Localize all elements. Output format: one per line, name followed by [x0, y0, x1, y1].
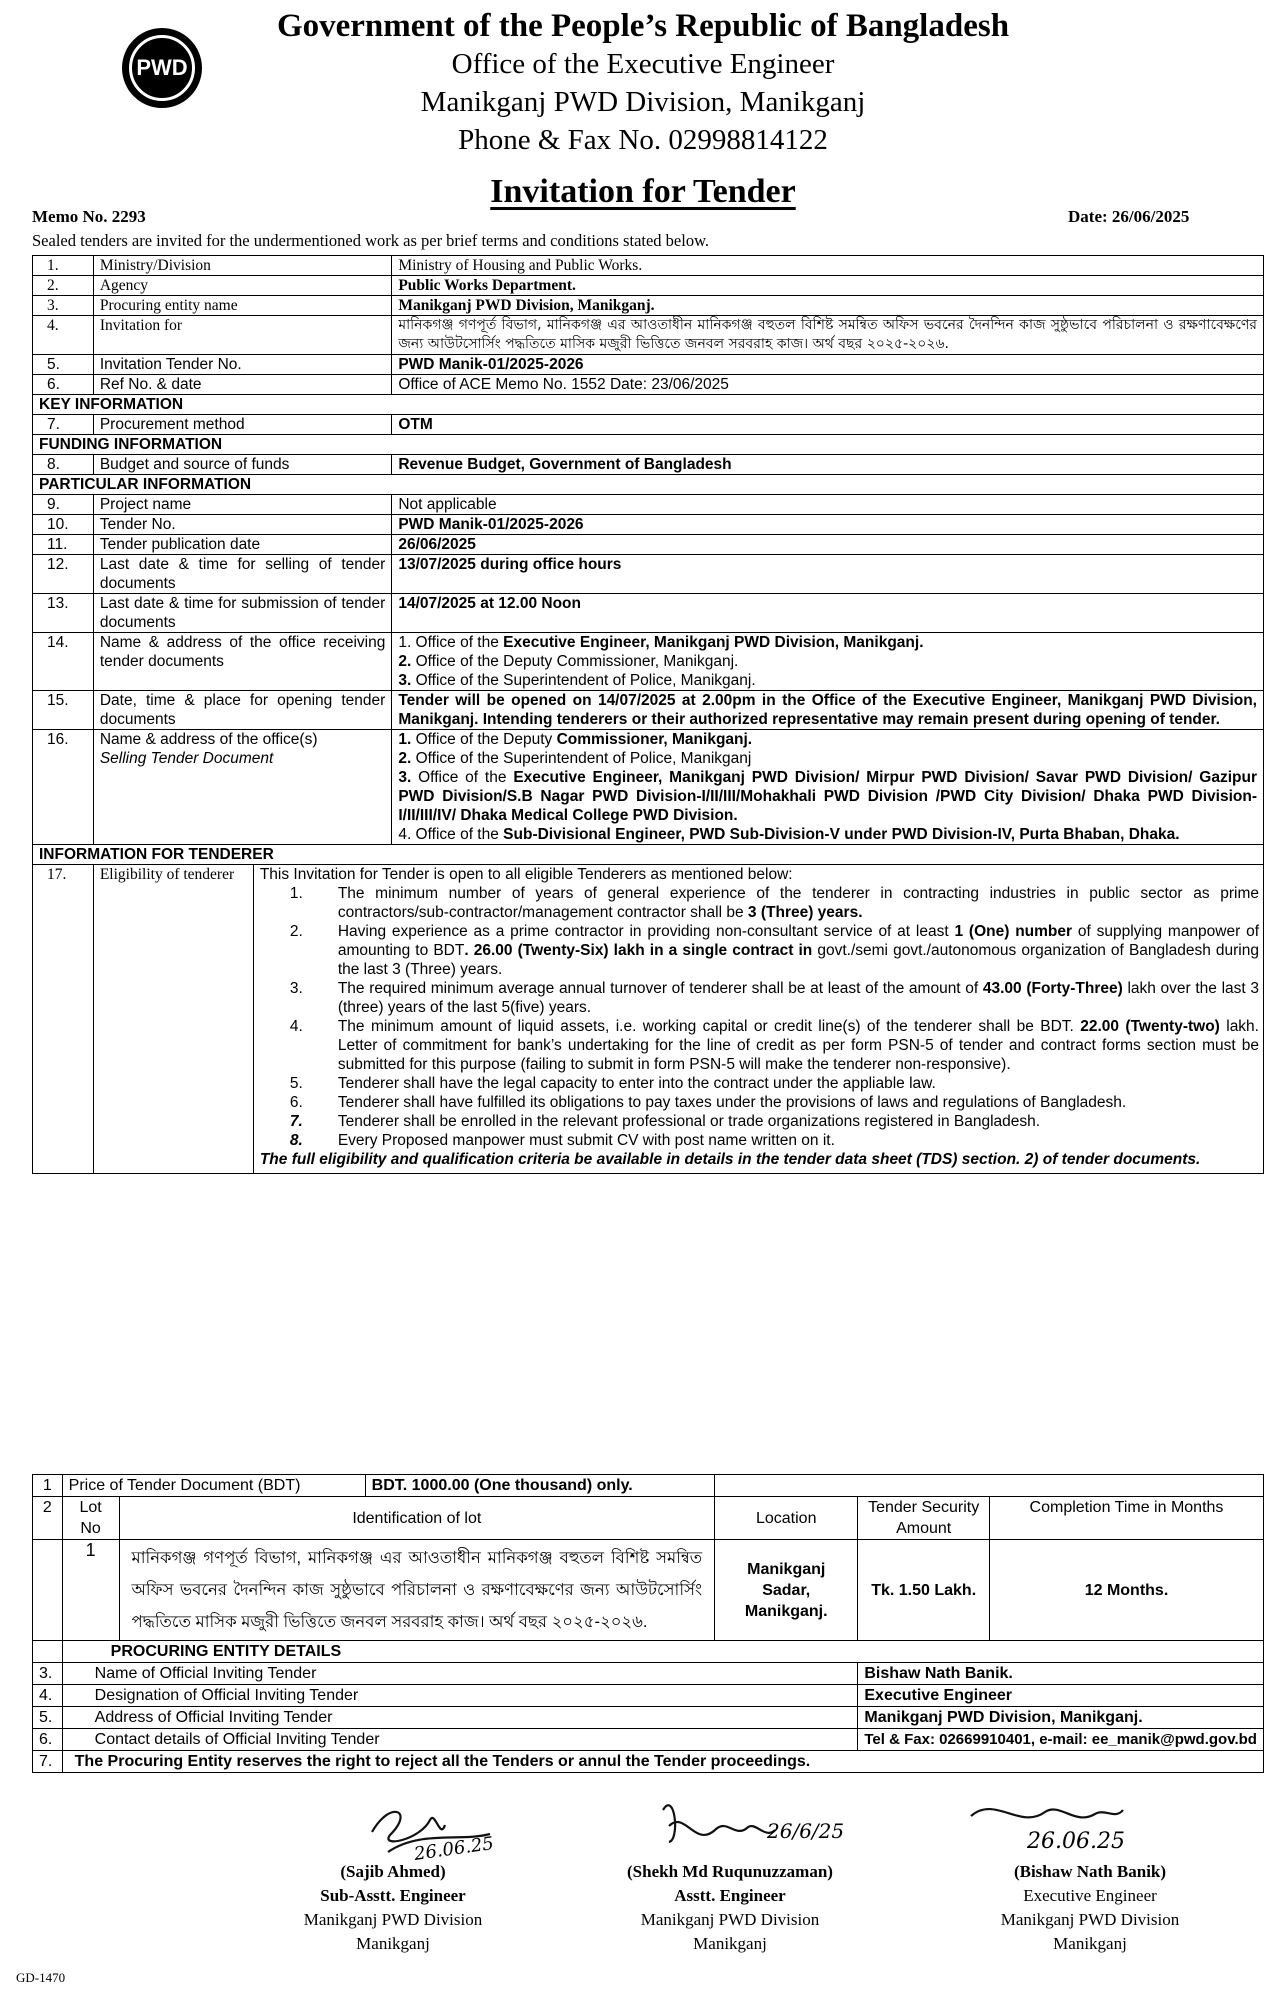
criteria-number: 4. — [289, 1018, 303, 1035]
lot-number: 1 — [62, 1540, 119, 1641]
signatory-name: (Sajib Ahmed) — [340, 1862, 446, 1881]
phone-fax: Phone & Fax No. 02998814122 — [458, 124, 828, 156]
logo-text: PWD — [136, 55, 188, 80]
row-label: Last date & time for submission of tender documents — [93, 594, 392, 633]
text: Sub-Divisional Engineer, PWD Sub-Division-V under PWD Division-IV, Purta Bhaban, Dhaka. — [503, 826, 1180, 843]
letterhead — [0, 0, 1286, 165]
row-number: 15. — [33, 691, 94, 730]
table-row — [33, 555, 1264, 594]
row-label — [93, 730, 392, 845]
table-row — [33, 594, 1264, 633]
table-row — [33, 1729, 1264, 1751]
signatory-place: Manikganj — [693, 1934, 767, 1953]
row-value — [392, 633, 1264, 691]
signature-date: 26.06.25 — [1027, 1829, 1125, 1854]
completion-time: 12 Months. — [989, 1540, 1263, 1641]
document-title: Invitation for Tender — [490, 173, 796, 210]
signatory-name: (Shekh Md Ruqunuzzaman) — [627, 1862, 833, 1881]
criteria-text: lakh. Letter of commitment for bank’s undertaking for the line of credit as per form PSN-5 of tender and contract forms section must be submitted for this purpose (failing to submit in form PSN-5 will make the tenderer non-responsive). — [337, 1018, 1259, 1073]
section-header — [33, 475, 1264, 495]
table-row — [33, 1540, 1264, 1641]
row-value: Manikganj PWD Division, Manikganj. — [858, 1707, 1264, 1729]
row-label: Agency — [93, 276, 392, 296]
criteria-text: The required minimum average annual turnover of tenderer shall be at least of the amount of — [337, 980, 983, 997]
row-number: 1. — [33, 256, 94, 276]
row-value: 14/07/2025 at 12.00 Noon — [392, 594, 1264, 633]
row-value: OTM — [392, 415, 1264, 435]
criteria-text: 1 (One) number — [954, 923, 1073, 940]
division-title: Manikganj PWD Division, Manikganj — [420, 86, 866, 118]
memo-number: Memo No. 2293 — [32, 207, 146, 226]
criteria-item — [260, 1093, 1259, 1112]
row-label: Eligibility of tenderer — [94, 865, 254, 1173]
procuring-entity-heading: PROCURING ENTITY DETAILS — [62, 1641, 1263, 1663]
row-value: Ministry of Housing and Public Works. — [392, 256, 1264, 276]
criteria-text: The minimum number of years of general experience of the tenderer in contracting industries in public sector as prime contractors/sub-contractor/management contractor shall be — [337, 885, 1259, 921]
table-row — [33, 455, 1264, 475]
criteria-item — [260, 1131, 1259, 1150]
row-label: Budget and source of funds — [93, 455, 392, 475]
pwd-logo — [122, 28, 202, 108]
signature-block — [930, 1860, 1250, 1956]
table-row — [33, 256, 1264, 276]
signatory-office: Manikganj PWD Division — [640, 1910, 820, 1929]
row-value: Office of ACE Memo No. 1552 Date: 23/06/2025 — [392, 375, 1264, 395]
criteria-number: 2. — [289, 923, 303, 940]
row-number: 13. — [33, 594, 94, 633]
row-number: 14. — [33, 633, 94, 691]
row-value: 13/07/2025 during office hours — [392, 555, 1264, 594]
office-line — [398, 671, 1257, 690]
text: 1. — [398, 731, 412, 748]
lot-identification: মানিকগঞ্জ গণপূর্ত বিভাগ, মানিকগঞ্জ এর আওতাধীন মানিকগঞ্জ বহুতল বিশিষ্ট সমন্বিত অফিস ভবনের দৈনন্দিন কাজ সুষ্ঠুভাবে পরিচালনা ও রক্ষণাবেক্ষণের জন্য আউটসোর্সিং পদ্ধতিতে মাসিক মজুরী ভিত্তিতে জনবল সরবরাহ কাজ। অর্থ বছর ২০২৫-২০২৬. — [119, 1540, 715, 1641]
section-header — [33, 435, 1264, 455]
criteria-text: 22.00 (Twenty-two) — [1080, 1018, 1220, 1035]
signatory-place: Manikganj — [1053, 1934, 1127, 1953]
signatory-designation: Asstt. Engineer — [674, 1886, 786, 1905]
text: Executive Engineer, Manikganj PWD Division, Manikganj. — [503, 634, 924, 651]
row-number: 5. — [33, 1707, 63, 1729]
row-value: PWD Manik-01/2025-2026 — [392, 355, 1264, 375]
signature-block — [233, 1860, 553, 1956]
row-label: Procuring entity name — [93, 296, 392, 316]
particular-information-heading: PARTICULAR INFORMATION — [33, 475, 1264, 495]
office-line — [398, 768, 1257, 825]
office-line — [398, 730, 1257, 749]
row-value: Manikganj PWD Division, Manikganj. — [392, 296, 1264, 316]
signatory-designation: Sub-Asstt. Engineer — [320, 1886, 466, 1905]
row-value: Revenue Budget, Government of Bangladesh — [392, 455, 1264, 475]
table-row — [33, 316, 1264, 355]
table-row — [33, 355, 1264, 375]
criteria-text: Having experience as a prime contractor in providing non-consultant service of at least — [337, 923, 955, 940]
text: Selling Tender Document — [99, 750, 274, 767]
row-number: 4. — [33, 316, 94, 355]
criteria-text: lakh over the last 3 (three) years of the last 5(five) years. — [337, 980, 1259, 1016]
table-row — [33, 1751, 1264, 1773]
row-number: 17. — [33, 865, 94, 1174]
row-number: 8. — [33, 455, 94, 475]
signatory-designation: Executive Engineer — [1023, 1886, 1157, 1905]
office-title: Office of the Executive Engineer — [451, 48, 835, 80]
row-label: Name & address of the office receiving tender documents — [93, 633, 392, 691]
row-number: 16. — [33, 730, 94, 845]
row-label: Contact details of Official Inviting Tender — [62, 1729, 858, 1751]
text: 1. Office of the — [398, 634, 504, 651]
row-value: 26/06/2025 — [392, 535, 1264, 555]
table-row — [33, 415, 1264, 435]
row-value: Tel & Fax: 02669910401, e-mail: ee_manik@pwd.gov.bd — [858, 1729, 1264, 1751]
signature-block — [570, 1860, 890, 1956]
row-number: 3. — [33, 1663, 63, 1685]
intro-text: Sealed tenders are invited for the undermentioned work as per brief terms and conditions stated below. — [32, 231, 710, 250]
row-label — [62, 1475, 714, 1497]
criteria-number: 7. — [289, 1113, 303, 1130]
eligibility-inner — [94, 865, 1263, 1173]
table-row — [33, 296, 1264, 316]
rights-statement: The Procuring Entity reserves the right to reject all the Tenders or annul the Tender proceedings. — [62, 1751, 1263, 1773]
signatory-office: Manikganj PWD Division — [303, 1910, 483, 1929]
funding-information-heading: FUNDING INFORMATION — [33, 435, 1264, 455]
eligibility-list — [253, 865, 1263, 1173]
row-number: 6. — [33, 375, 94, 395]
row-number: 9. — [33, 495, 94, 515]
eligibility-cell — [93, 865, 1263, 1174]
criteria-item — [260, 1074, 1259, 1093]
table-row — [33, 1497, 1264, 1540]
row-value: PWD Manik-01/2025-2026 — [392, 515, 1264, 535]
row-number: 2 — [33, 1497, 63, 1540]
lot-table — [32, 1474, 1264, 1773]
row-label: Procurement method — [93, 415, 392, 435]
table-row — [33, 515, 1264, 535]
key-information-heading: KEY INFORMATION — [33, 395, 1264, 415]
signature-date: 26.06.25 — [412, 1833, 496, 1865]
signature-shekh — [655, 1790, 895, 1870]
text: Commissioner, Manikganj. — [556, 731, 753, 748]
signatory-office: Manikganj PWD Division — [1000, 1910, 1180, 1929]
office-line — [398, 749, 1257, 768]
text: Office of the Deputy — [411, 731, 557, 748]
row-number: 2. — [33, 276, 94, 296]
office-line — [398, 652, 1257, 671]
text: Name & address of the office(s) — [99, 731, 318, 748]
row-label: Date, time & place for opening tender documents — [93, 691, 392, 730]
criteria-item — [260, 979, 1259, 1017]
criteria-text: govt./semi govt./autonomous organization of Bangladesh during the last 3 (Three) years. — [337, 942, 1259, 978]
criteria-number: 1. — [289, 885, 303, 902]
row-number: 10. — [33, 515, 94, 535]
row-number: 3. — [33, 296, 94, 316]
row-label: Ministry/Division — [93, 256, 392, 276]
section-header — [33, 845, 1264, 865]
table-row — [33, 535, 1264, 555]
signatory-name: (Bishaw Nath Banik) — [1013, 1862, 1167, 1881]
row-label: Last date & time for selling of tender documents — [93, 555, 392, 594]
criteria-text: The minimum amount of liquid assets, i.e. working capital or credit line(s) of the tenderer shall be BDT. — [337, 1018, 1081, 1035]
criteria-list — [260, 884, 1259, 1150]
table-row — [33, 865, 1264, 1174]
row-label: Name of Official Inviting Tender — [62, 1663, 858, 1685]
criteria-number: 3. — [289, 980, 303, 997]
row-number: 6. — [33, 1729, 63, 1751]
table-row — [33, 730, 1264, 845]
row-number: 7. — [33, 1751, 63, 1773]
information-for-tenderer-heading: INFORMATION FOR TENDERER — [33, 845, 1264, 865]
table-row — [33, 691, 1264, 730]
table-row — [33, 633, 1264, 691]
row-label: Designation of Official Inviting Tender — [62, 1685, 858, 1707]
table-row — [94, 865, 1263, 1173]
signature-sajib — [360, 1790, 560, 1870]
criteria-item — [260, 922, 1259, 979]
criteria-text: 3 (Three) years. — [747, 904, 863, 921]
text: Office of the Superintendent of Police, Manikganj — [411, 750, 752, 767]
row-label: Ref No. & date — [93, 375, 392, 395]
criteria-text: Tenderer shall be enrolled in the relevant professional or trade organizations registered in Bangladesh. — [337, 1113, 1041, 1130]
column-header: Tender Security Amount — [858, 1497, 990, 1540]
row-number: 11. — [33, 535, 94, 555]
column-header: Lot No — [62, 1497, 119, 1540]
row-value: Public Works Department. — [392, 276, 1264, 296]
criteria-text: Every Proposed manpower must submit CV with post name written on it. — [337, 1132, 835, 1149]
text: BDT. 1000.00 (One thousand) only. — [371, 1477, 633, 1494]
row-label: Project name — [93, 495, 392, 515]
row-label: Address of Official Inviting Tender — [62, 1707, 858, 1729]
signature-date: 26/6/25 — [767, 1819, 845, 1843]
column-header: Location — [715, 1497, 858, 1540]
criteria-text: . 26.00 (Twenty-Six) lakh in a single contract in — [464, 942, 813, 959]
table-row — [33, 375, 1264, 395]
lot-location: Manikganj Sadar, Manikganj. — [715, 1540, 858, 1641]
row-number: 5. — [33, 355, 94, 375]
text: Office of the Superintendent of Police, Manikganj. — [411, 672, 756, 689]
signature-bishaw — [965, 1790, 1205, 1870]
column-header: Identification of lot — [119, 1497, 715, 1540]
tender-security: Tk. 1.50 Lakh. — [858, 1540, 990, 1641]
row-value: Bishaw Nath Banik. — [858, 1663, 1264, 1685]
criteria-number: 5. — [289, 1075, 303, 1092]
text: Price of Tender Document (BDT) — [63, 1475, 366, 1496]
text: Executive Engineer, Manikganj PWD Division/ Mirpur PWD Division/ Savar PWD Division/ Gazipur PWD Division/S.B Nagar PWD Division-I/II/III/Mohakhali PWD Division /PWD City Division/ Dhaka PWD Division-I/II/III/IV/ Dhaka Medical College PWD Division. — [398, 769, 1257, 824]
criteria-text: of supplying manpower of amounting to BDT — [337, 923, 1260, 959]
row-label: Invitation for — [93, 316, 392, 355]
row-value: Tender will be opened on 14/07/2025 at 2.00pm in the Office of the Executive Engineer, Manikganj PWD Division, Manikganj. Intending tenderers or their authorized representative may remain present during opening of tender. — [392, 691, 1264, 730]
table-row — [33, 1663, 1264, 1685]
criteria-item — [260, 1112, 1259, 1131]
government-title: Government of the People’s Republic of Bangladesh — [276, 8, 1010, 44]
row-value: মানিকগঞ্জ গণপূর্ত বিভাগ, মানিকগঞ্জ এর আওতাধীন মানিকগঞ্জ বহুতল বিশিষ্ট সমন্বিত অফিস ভবনের দৈনন্দিন কাজ সুষ্ঠুভাবে পরিচালনা ও রক্ষণাবেক্ষণের জন্য আউটসোর্সিং পদ্ধতিতে মাসিক মজুরী ভিত্তিতে জনবল সরবরাহ কাজ। অর্থ বছর ২০২৫-২০২৬. — [392, 316, 1264, 355]
row-number: 12. — [33, 555, 94, 594]
row-label: Invitation Tender No. — [93, 355, 392, 375]
criteria-number: 8. — [289, 1132, 303, 1149]
text: 3. — [398, 769, 412, 786]
row-label: Tender publication date — [93, 535, 392, 555]
table-row — [33, 1707, 1264, 1729]
criteria-text: Tenderer shall have the legal capacity to enter into the contract under the appliable law. — [337, 1075, 936, 1092]
row-number: 7. — [33, 415, 94, 435]
table-row — [33, 276, 1264, 296]
criteria-text: Tenderer shall have fulfilled its obligations to pay taxes under the provisions of laws and regulations of Bangladesh. — [337, 1094, 1127, 1111]
criteria-item — [260, 1017, 1259, 1074]
section-header — [33, 395, 1264, 415]
eligibility-note: The full eligibility and qualification criteria be available in details in the tender data sheet (TDS) section. 2) of tender documents. — [259, 1151, 1201, 1168]
memo-date: Date: 26/06/2025 — [1068, 207, 1190, 226]
text: Office of the Deputy Commissioner, Manikganj. — [411, 653, 739, 670]
criteria-number: 6. — [289, 1094, 303, 1111]
empty-cell — [33, 1641, 63, 1663]
row-value: Not applicable — [392, 495, 1264, 515]
text: 2. — [398, 653, 412, 670]
table-row — [33, 1685, 1264, 1707]
table-row — [33, 1475, 1264, 1497]
tender-info-table — [32, 255, 1264, 1174]
criteria-item — [260, 884, 1259, 922]
form-code: GD-1470 — [16, 1970, 66, 1985]
column-header: Completion Time in Months — [989, 1497, 1263, 1540]
row-number: 1 — [33, 1475, 63, 1497]
text: Office of the — [411, 769, 514, 786]
empty-cell — [33, 1540, 63, 1641]
signatory-place: Manikganj — [356, 1934, 430, 1953]
criteria-text: 43.00 (Forty-Three) — [982, 980, 1123, 997]
eligibility-intro: This Invitation for Tender is open to all eligible Tenderers as mentioned below: — [259, 866, 793, 883]
section-header — [33, 1641, 1264, 1663]
office-line — [398, 825, 1257, 844]
row-value: Executive Engineer — [858, 1685, 1264, 1707]
office-line — [398, 633, 1257, 652]
text: 2. — [398, 750, 412, 767]
row-label: Tender No. — [93, 515, 392, 535]
text: 3. — [398, 672, 412, 689]
text: 4. Office of the — [398, 826, 504, 843]
row-value — [392, 730, 1264, 845]
row-number: 4. — [33, 1685, 63, 1707]
table-row — [33, 495, 1264, 515]
empty-cell — [715, 1475, 1264, 1497]
